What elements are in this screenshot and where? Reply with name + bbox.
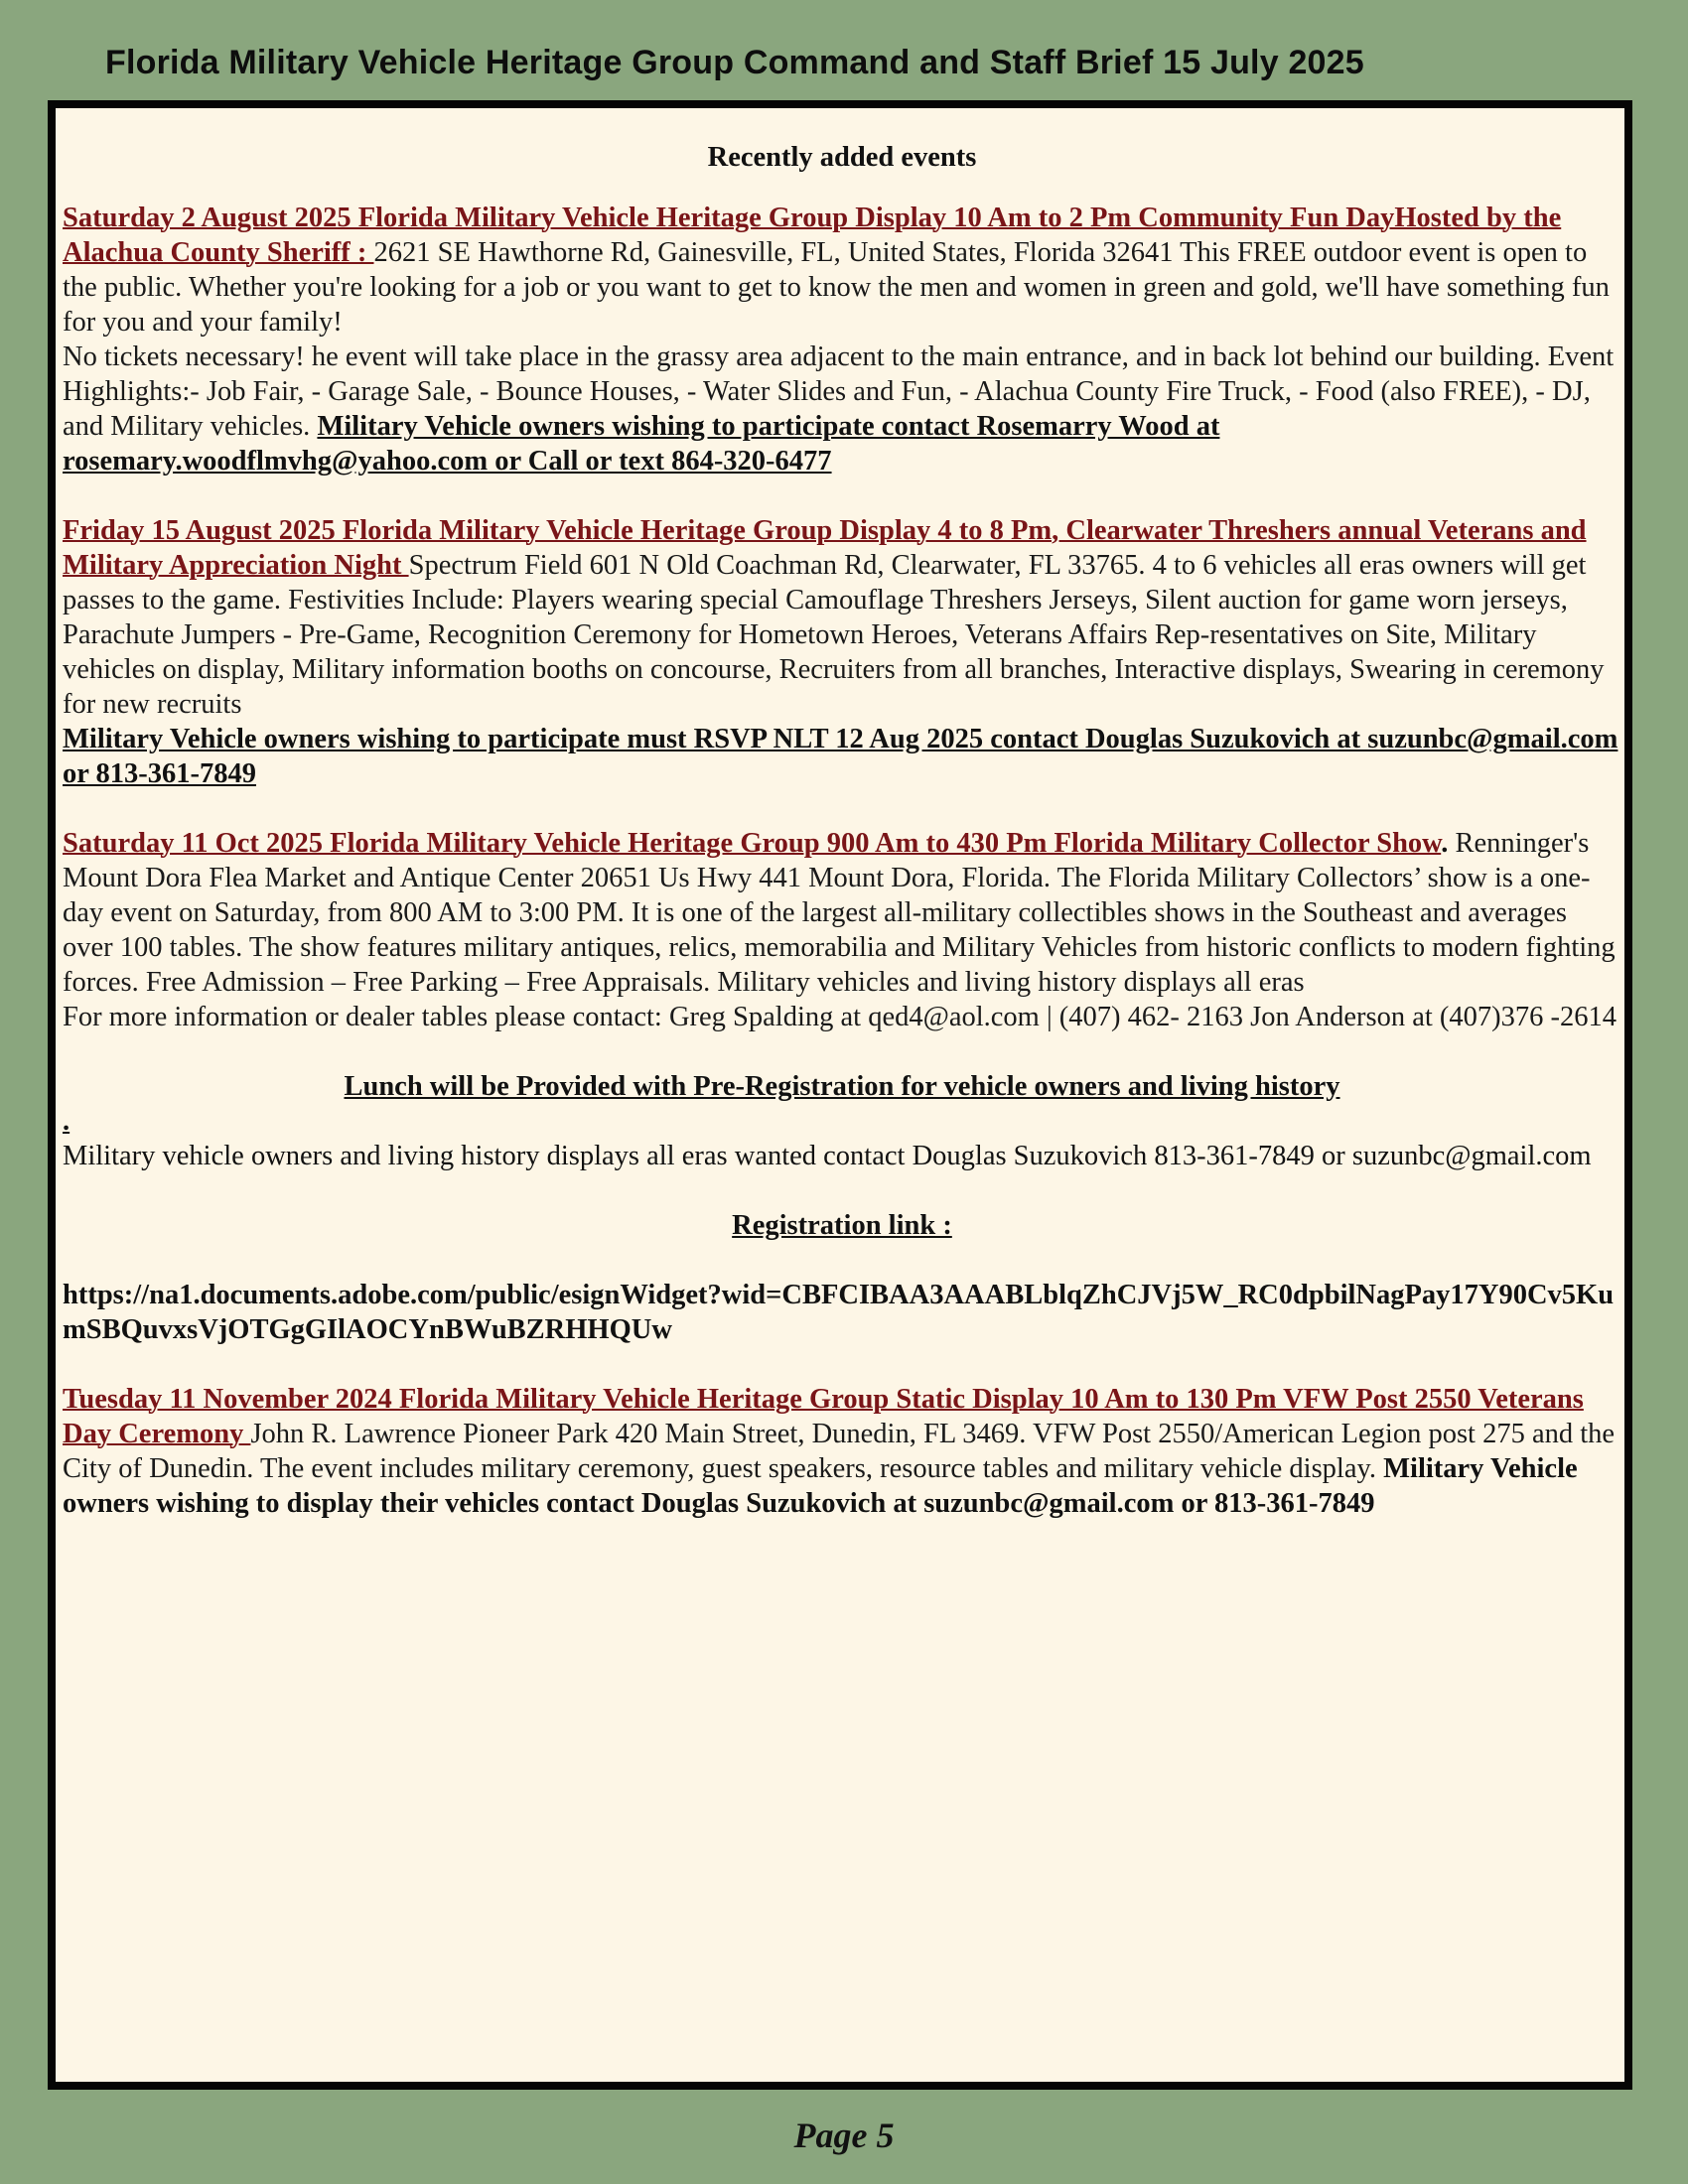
event-description: Spectrum Field 601 N Old Coachman Rd, Clearwater, FL 33765. 4 to 6 vehicles all eras owners will get passes to the game. Festivities Include: Players wearing special Camouflage Threshers Jerseys, Silent auction for game worn jerseys, Parachute Jumpers - Pre-Game, Recognition Ceremony for Hometown Heroes, Veterans Affairs Rep-resentatives on Site, Military vehicles on display, Military information booths on concourse, Recruiters from all branches, Interactive displays, Swearing in ceremony for new recruits bbox=[63, 550, 1605, 720]
registration-label: Registration link : bbox=[732, 1210, 952, 1241]
event-title[interactable]: Tuesday 11 November 2024 Florida Military Vehicle Heritage Group Static Display 10 Am to 130 Pm VFW Post 2550 Veterans Day Ceremony bbox=[63, 1384, 1584, 1449]
section-heading: Recently added events bbox=[707, 142, 977, 173]
wanted-notice-text: Military vehicle owners and living history displays all eras wanted contact Douglas Suzukovich 813-361-7849 or suzunbc@gmail.com bbox=[63, 1141, 1592, 1171]
event-collector-show bbox=[63, 826, 1621, 1034]
event-details: No tickets necessary! he event will take place in the grassy area adjacent to the main entrance, and in back lot behind our building. Event Highlights:- Job Fair, - Garage Sale, - Bounce Houses, - Water Slides and Fun, - Alachua County Fire Truck, - Food (also FREE), - DJ, and Military vehicles. bbox=[63, 341, 1615, 442]
event-veterans-day-ceremony bbox=[63, 1382, 1621, 1521]
lunch-notice-dot: . bbox=[63, 1106, 70, 1137]
event-threshers-appreciation-night bbox=[63, 513, 1621, 791]
event-description: Renninger's Mount Dora Flea Market and Antique Center 20651 Us Hwy 441 Mount Dora, Florida. The Florida Military Collectors’ show is a one-day event on Saturday, from 800 AM to 3:00 PM. It is one of the largest all-military collectibles shows in the Southeast and averages over 100 tables. The show features military antiques, relics, memorabilia and Military Vehicles from historic conflicts to modern fighting forces. Free Admission – Free Parking – Free Appraisals. Military vehicles and living history displays all eras bbox=[63, 828, 1616, 998]
event-description: John R. Lawrence Pioneer Park 420 Main Street, Dunedin, FL 3469. VFW Post 2550/American Legion post 275 and the City of Dunedin. The event includes military ceremony, guest speakers, resource tables and military vehicle display. bbox=[63, 1419, 1616, 1484]
event-contact: Military Vehicle owners wishing to display their vehicles contact Douglas Suzukovich at suzunbc@gmail.com or 813-361-7849 bbox=[63, 1453, 1578, 1519]
event-contact: Military Vehicle owners wishing to participate must RSVP NLT 12 Aug 2025 contact Douglas Suzukovich at suzunbc@gmail.com or 813-361-7849 bbox=[63, 724, 1618, 789]
newsletter-masthead: Florida Military Vehicle Heritage Group Command and Staff Brief 15 July 2025 bbox=[105, 44, 1364, 81]
wanted-notice bbox=[63, 1139, 1621, 1173]
event-title-tail: . bbox=[1441, 828, 1449, 859]
registration-link[interactable]: https://na1.documents.adobe.com/public/esignWidget?wid=CBFCIBAA3AAABLblqZhCJVj5W_RC0dpbilNagPay17Y90Cv5KumSBQuvxsVjOTGgGIlAOCYnBWuBZRHHQUw bbox=[63, 1280, 1615, 1345]
content-column bbox=[63, 140, 1621, 1556]
event-contact: Military Vehicle owners wishing to participate contact Rosemarry Wood at rosemary.woodflmvhg@yahoo.com or Call or text 864-320-6477 bbox=[63, 411, 1220, 477]
event-contact-info: For more information or dealer tables please contact: Greg Spalding at qed4@aol.com | (407) 462- 2163 Jon Anderson at (407)376 -2614 bbox=[63, 1002, 1618, 1032]
event-description: 2621 SE Hawthorne Rd, Gainesville, FL, United States, Florida 32641 This FREE outdoor event is open to the public. Whether you're looking for a job or you want to get to know the men and women in green and gold, we'll have something fun for you and your family! bbox=[63, 237, 1610, 338]
event-title[interactable]: Saturday 11 Oct 2025 Florida Military Vehicle Heritage Group 900 Am to 430 Pm Florida Military Collector Show bbox=[63, 828, 1442, 859]
lunch-notice: Lunch will be Provided with Pre-Registration for vehicle owners and living history bbox=[344, 1071, 1340, 1102]
event-title[interactable]: Friday 15 August 2025 Florida Military Vehicle Heritage Group Display 4 to 8 Pm, Clearwater Threshers annual Veterans and Military Appreciation Night bbox=[63, 515, 1587, 581]
page-number: Page 5 bbox=[793, 2116, 895, 2155]
event-title[interactable]: Saturday 2 August 2025 Florida Military Vehicle Heritage Group Display 10 Am to 2 Pm Community Fun DayHosted by the Alachua County Sheriff : bbox=[63, 203, 1562, 268]
event-community-fun-day bbox=[63, 201, 1621, 478]
